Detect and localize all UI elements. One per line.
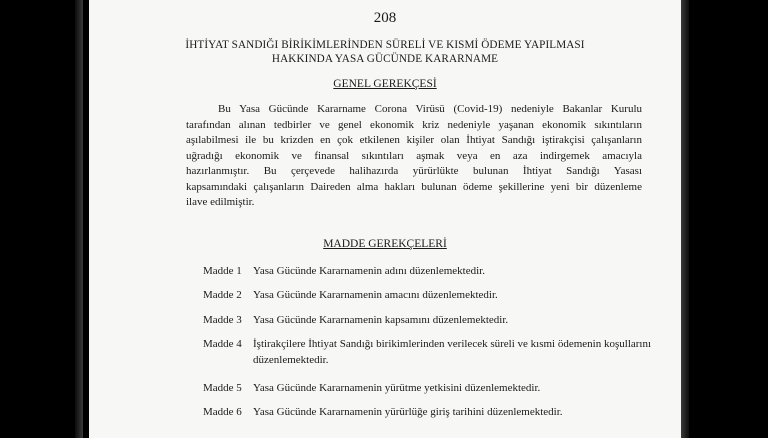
right-page-edge <box>681 0 689 438</box>
page-number: 208 <box>373 10 397 26</box>
article-number: Madde 5 <box>203 382 242 394</box>
article-number: Madde 4 <box>203 338 242 350</box>
general-rationale-heading: GENEL GEREKÇESİ <box>333 78 437 90</box>
article-number: Madde 2 <box>203 289 242 301</box>
article-list <box>89 0 681 438</box>
article-text: İştirakçilere İhtiyat Sandığı birikimlerinden verilecek süreli ve kısmi ödemenin koşullarını düzenlemektedir. <box>253 338 652 366</box>
article-text: Yasa Gücünde Kararnamenin amacını düzenlemektedir. <box>253 289 498 301</box>
article-number: Madde 3 <box>203 314 242 326</box>
paragraph-line: aşılabilmesi ile bu krizden en çok etkilenen kişiler olan İhtiyat Sandığı iştirakçisi çalışanların <box>186 134 642 146</box>
article-number: Madde 1 <box>203 265 242 277</box>
paragraph-line: hazırlanmıştır. Bu çerçevede halihazırda yürürlükte bulunan İhtiyat Sandığı Yasası <box>186 165 642 177</box>
paragraph-line: Bu Yasa Gücünde Kararname Corona Virüsü (Covid-19) nedeniyle Bakanlar Kurulu <box>218 103 642 115</box>
paragraph-line: kapsamındaki çalışanların Daireden alma hakları bulunan ödeme şekillerine yeni bir düzenleme <box>186 180 642 193</box>
article-text: Yasa Gücünde Kararnamenin yürütme yetkisini düzenlemektedir. <box>253 382 541 394</box>
paragraph-line: tarafından alınan tedbirler ve genel ekonomik kriz nedeniyle yaşanan ekonomik sıkıntıların <box>186 118 642 131</box>
article-text: Yasa Gücünde Kararnamenin adını düzenlemektedir. <box>253 265 485 277</box>
left-page-edge <box>75 0 83 438</box>
paragraph-line: ilave edilmiştir. <box>186 196 255 208</box>
title-line: İHTİYAT SANDIĞI BİRİKİMLERİNDEN SÜRELİ VE KISMİ ÖDEME YAPILMASI <box>185 39 585 51</box>
paragraph-line: uğradığı ekonomik ve finansal sıkıntıları aşmak veya en aza indirgemek amacıyla <box>186 149 642 162</box>
article-number: Madde 6 <box>203 406 242 418</box>
article-text: Yasa Gücünde Kararnamenin yürürlüğe giriş tarihini düzenlemektedir. <box>253 406 563 418</box>
document-page <box>89 0 681 438</box>
title-line: HAKKINDA YASA GÜCÜNDE KARARNAME <box>271 53 499 65</box>
article-text: Yasa Gücünde Kararnamenin kapsamını düzenlemektedir. <box>253 314 509 326</box>
article-rationale-heading: MADDE GEREKÇELERİ <box>323 238 447 250</box>
